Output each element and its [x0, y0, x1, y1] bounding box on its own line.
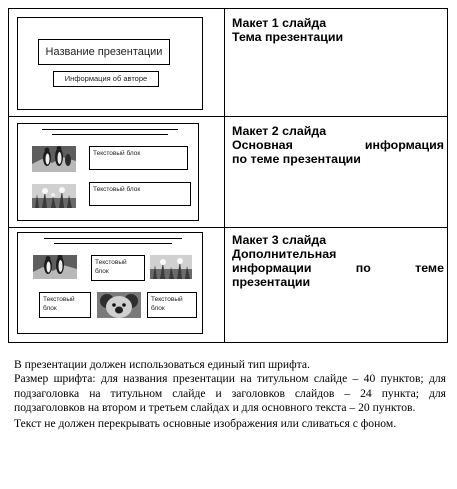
- requirements-text: [14, 358, 446, 431]
- slide2-title-line: [42, 129, 178, 130]
- slide3-title-line: [44, 238, 182, 239]
- slide1-heading: Макет 1 слайда: [232, 16, 327, 30]
- slide1-description: [232, 16, 444, 44]
- slide2-subheading-line: Основная информация: [232, 138, 444, 152]
- slide2-subtitle-line: [52, 134, 168, 135]
- requirement-text-contrast: Текст не должен перекрывать основные изображения или сливаться с фоном.: [14, 416, 397, 430]
- slide3-subheading-line: презентации: [232, 275, 311, 289]
- slide2-heading: Макет 2 слайда: [232, 124, 327, 138]
- slide2-text-block-2: Текстовый блок: [89, 182, 191, 206]
- slide2-image-flowers: [32, 184, 76, 208]
- slide1-title-placeholder: Название презентации: [38, 39, 170, 65]
- slide-layout-table: [8, 8, 448, 343]
- slide1-subheading: Тема презентации: [232, 30, 344, 44]
- table-row-divider: [9, 227, 447, 228]
- slide3-image-flowers: [150, 255, 192, 279]
- slide1-mockup: [17, 17, 203, 110]
- slide2-mockup: [17, 123, 199, 221]
- slide2-text-block-1: Текстовый блок: [89, 146, 188, 170]
- slide2-image-penguins: [32, 146, 76, 172]
- slide3-text-block-left: Текстовый блок: [39, 292, 91, 318]
- slide3-text-block-right: Текстовый блок: [147, 292, 197, 318]
- slide3-description: [232, 233, 444, 289]
- slide2-subheading-line: по теме презентации: [232, 152, 361, 166]
- requirement-font-family: В презентации должен использоваться единый тип шрифта.: [14, 358, 310, 371]
- requirement-font-sizes: Размер шрифта: для названия презентации на титульном слайде – 40 пунктов; для подзаголовка на титульном слайде и заголовков слайдов – 24 пункта; для подзаголовков на втором и третьем слайдах и для основного текста – 20 пунктов.: [14, 372, 446, 415]
- slide3-subheading-line: информации по теме: [232, 261, 444, 275]
- slide3-image-penguins: [33, 255, 77, 279]
- slide3-text-block-top: Текстовый блок: [91, 255, 145, 281]
- slide3-heading: Макет 3 слайда: [232, 233, 327, 247]
- slide2-description: [232, 124, 444, 166]
- slide3-subheading-line: Дополнительная: [232, 247, 337, 261]
- slide1-author-placeholder: Информация об авторе: [53, 71, 159, 87]
- table-column-divider: [224, 9, 225, 342]
- slide3-image-koala: [97, 292, 141, 318]
- table-row-divider: [9, 116, 447, 117]
- slide3-subtitle-line: [54, 243, 172, 244]
- slide3-mockup: [17, 232, 203, 334]
